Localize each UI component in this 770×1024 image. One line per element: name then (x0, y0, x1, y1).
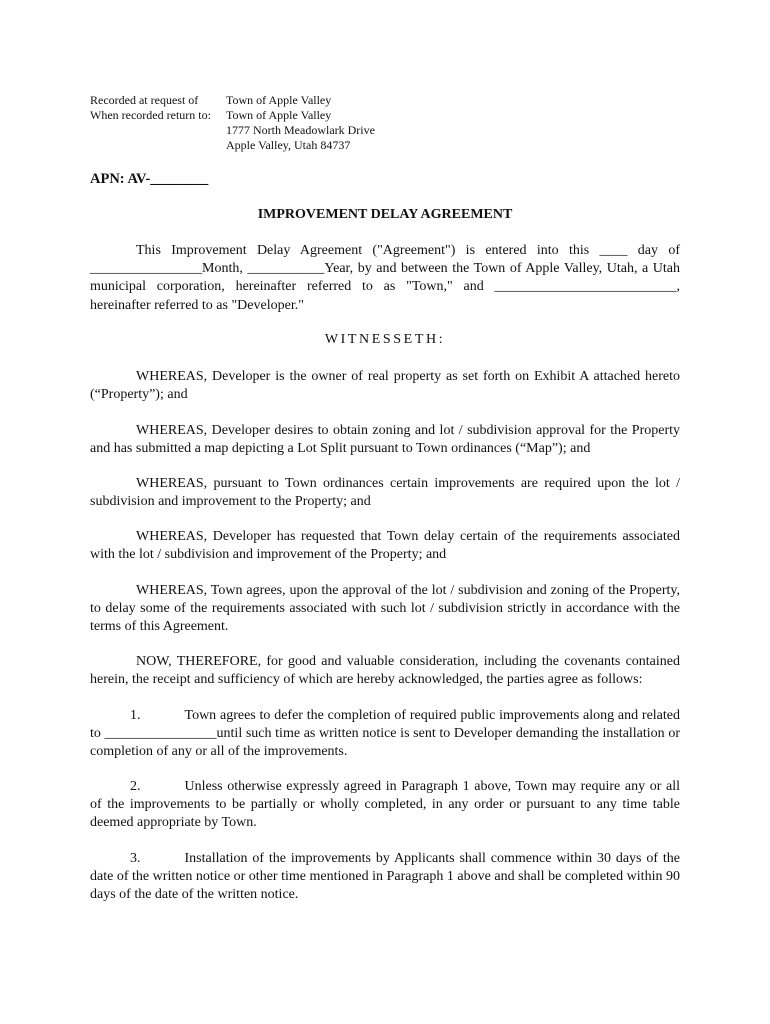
clause-text: Installation of the improvements by Applicants shall commence within 30 days of the date of the written notice or other time mentioned in Paragraph 1 above and shall be completed within 90 days of the date of the written notice. (90, 851, 680, 903)
request-party: Town of Apple Valley (226, 93, 332, 107)
clause-text: Unless otherwise expressly agreed in Paragraph 1 above, Town may require any or all of the improvements to be partially or wholly completed, in any order or pursuant to any time table deemed appropriate by Town. (90, 779, 680, 831)
recital-text: WHEREAS, Developer desires to obtain zoning and lot / subdivision approval for the Property and has submitted a map depicting a Lot Split pursuant to Town ordinances (“Map”); and (90, 423, 680, 457)
now-therefore-paragraph (90, 653, 680, 689)
clause-number: 3. (130, 851, 141, 866)
clause-text: Town agrees to defer the completion of required public improvements along and related to ________________until such time as written notice is sent to Developer demanding the installation or completion of any or all of the improvements. (90, 708, 680, 760)
clause-number: 2. (130, 779, 141, 794)
apn-number: APN: AV-________ (90, 171, 209, 187)
clause-paragraph (90, 850, 680, 905)
recital-paragraph (90, 582, 680, 637)
witnesseth-heading: WITNESSETH: (324, 332, 446, 347)
return-to-label: When recorded return to: (90, 108, 211, 122)
recital-text: WHEREAS, Developer is the owner of real property as set forth on Exhibit A attached hereto (“Property”); and (90, 369, 680, 403)
recording-labels (90, 93, 225, 123)
clause-paragraph (90, 707, 680, 762)
intro-text: This Improvement Delay Agreement ("Agreement") is entered into this ____ day of ________________Month, ___________Year, by and between the Town of Apple Valley, Utah, a Utah municipal corporation, hereinafter referred to as "Town," and __________________________, hereinafter referred to as "Developer." (90, 243, 680, 313)
recording-values (226, 93, 466, 153)
return-street: 1777 North Meadowlark Drive (226, 123, 375, 137)
clause-number: 1. (130, 708, 141, 723)
recital-paragraph (90, 528, 680, 564)
clause-paragraph (90, 778, 680, 833)
recital-text: WHEREAS, Town agrees, upon the approval of the lot / subdivision and zoning of the Property, to delay some of the requirements associated with such lot / subdivision strictly in accordance with the terms of this Agreement. (90, 583, 680, 635)
recital-paragraph (90, 422, 680, 458)
return-city: Apple Valley, Utah 84737 (226, 138, 351, 152)
recital-text: WHEREAS, pursuant to Town ordinances certain improvements are required upon the lot / subdivision and improvement to the Property; and (90, 476, 680, 510)
document-title: IMPROVEMENT DELAY AGREEMENT (257, 207, 513, 222)
recital-paragraph (90, 368, 680, 404)
recital-paragraph (90, 475, 680, 511)
recital-text: WHEREAS, Developer has requested that Town delay certain of the requirements associated with the lot / subdivision and improvement of the Property; and (90, 529, 680, 563)
return-name: Town of Apple Valley (226, 108, 332, 122)
now-therefore-text: NOW, THEREFORE, for good and valuable consideration, including the covenants contained herein, the receipt and sufficiency of which are hereby acknowledged, the parties agree as follows: (90, 654, 680, 688)
intro-paragraph (90, 242, 680, 315)
recorded-at-request-label: Recorded at request of (90, 93, 199, 107)
